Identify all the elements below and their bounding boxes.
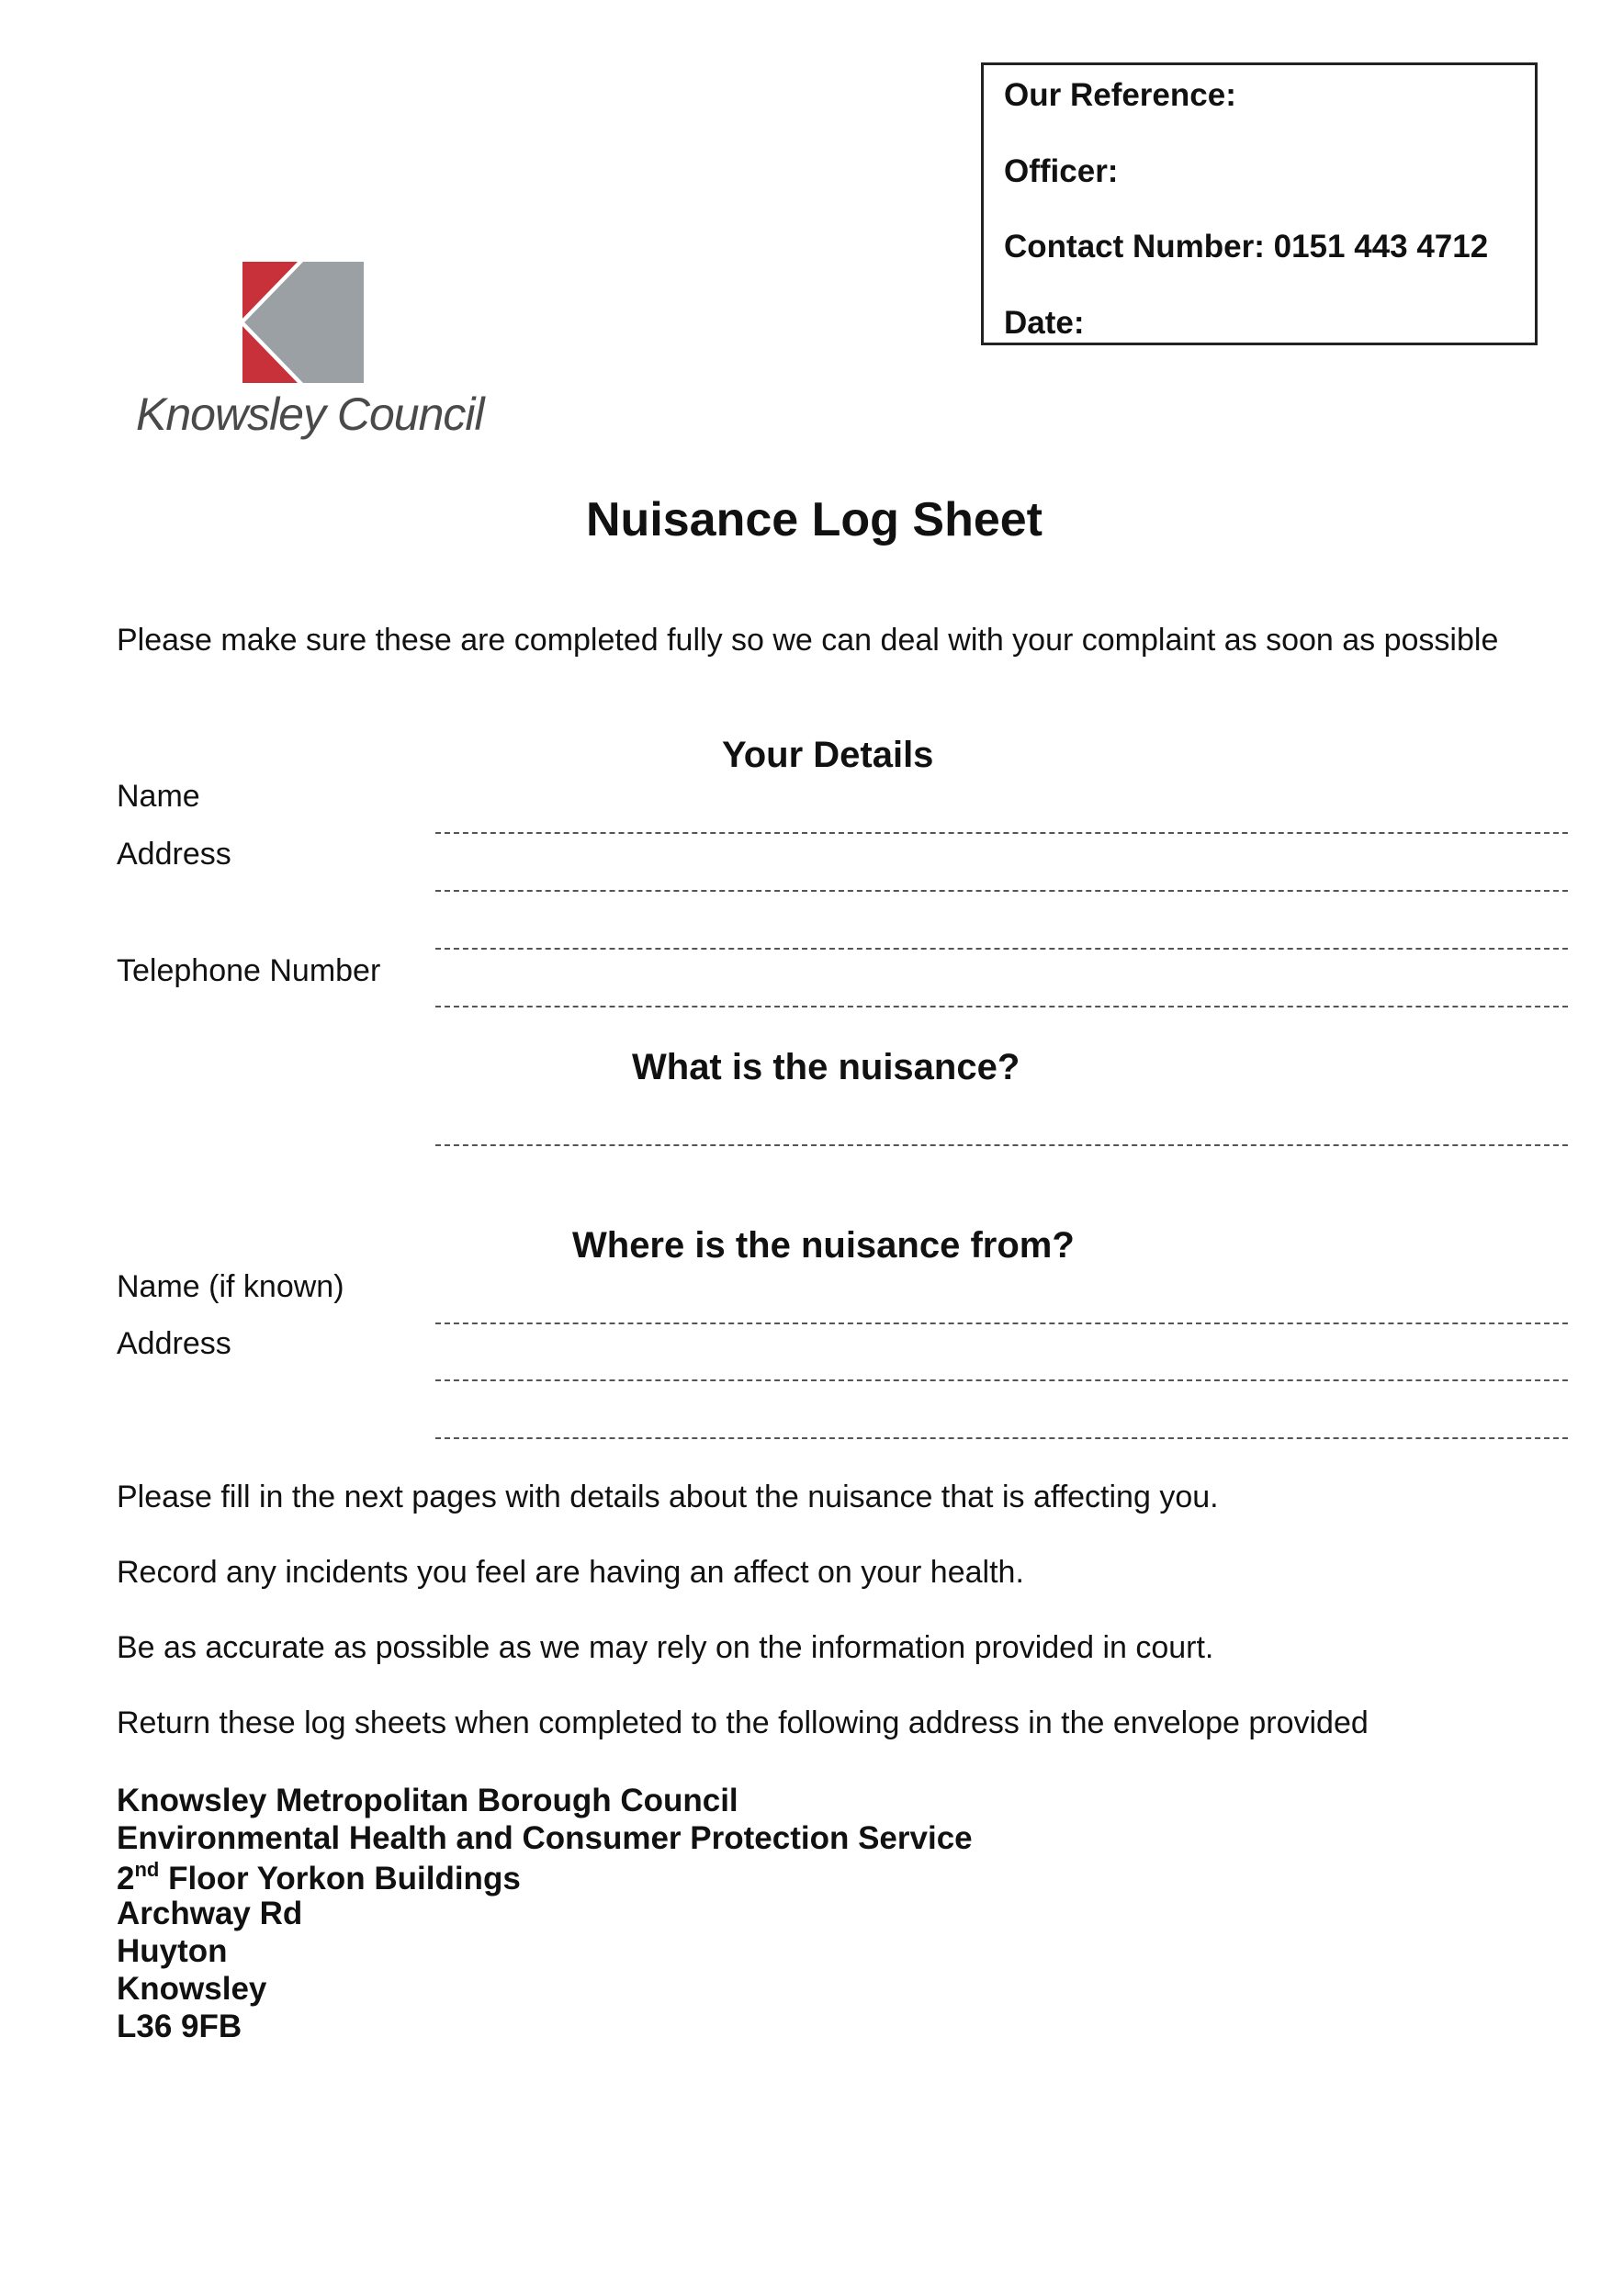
- instruction-1: Please fill in the next pages with details about the nuisance that is affecting you.: [117, 1480, 1219, 1514]
- address-line-borough: Knowsley: [117, 1971, 267, 2007]
- floor-ordinal: nd: [134, 1858, 160, 1881]
- nuisance-heading: What is the nuisance?: [632, 1047, 1020, 1087]
- contact-number: Contact Number: 0151 443 4712: [1004, 229, 1489, 264]
- our-reference-label: Our Reference:: [1004, 77, 1236, 113]
- telephone-label: Telephone Number: [117, 953, 381, 988]
- instruction-3: Be as accurate as possible as we may rely on the information provided in court.: [117, 1630, 1214, 1665]
- name-field-line[interactable]: [435, 832, 1568, 834]
- name-label: Name: [117, 779, 200, 814]
- address-field-line-2[interactable]: [435, 948, 1568, 950]
- address-line-service: Environmental Health and Consumer Protection Service: [117, 1820, 973, 1856]
- address-line-town: Huyton: [117, 1933, 228, 1969]
- address-label: Address: [117, 837, 231, 872]
- source-address-field-line-1[interactable]: [435, 1379, 1568, 1381]
- source-name-field-line[interactable]: [435, 1322, 1568, 1324]
- page-title-text: Nuisance Log Sheet: [586, 493, 1043, 546]
- reference-box: [981, 62, 1538, 345]
- floor-number: 2: [117, 1861, 135, 1896]
- address-line-council: Knowsley Metropolitan Borough Council: [117, 1783, 738, 1818]
- source-name-label: Name (if known): [117, 1269, 344, 1304]
- your-details-heading: Your Details: [722, 735, 934, 775]
- source-address-field-line-2[interactable]: [435, 1437, 1568, 1439]
- address-line-road: Archway Rd: [117, 1896, 303, 1931]
- address-line-building: [117, 1860, 973, 1897]
- address-line-postcode: L36 9FB: [117, 2009, 242, 2044]
- date-label: Date:: [1004, 305, 1085, 341]
- logo-wordmark: Knowsley Council: [136, 388, 484, 440]
- address-field-line-1[interactable]: [435, 890, 1568, 892]
- source-address-label: Address: [117, 1326, 231, 1361]
- telephone-field-line[interactable]: [435, 1006, 1568, 1007]
- return-address: [117, 1784, 973, 2048]
- building-name: Floor Yorkon Buildings: [159, 1861, 521, 1896]
- source-heading: Where is the nuisance from?: [572, 1225, 1075, 1266]
- knowsley-k-logo-icon: [242, 262, 364, 383]
- intro-text: Please make sure these are completed fully so we can deal with your complaint as soon as possible: [117, 623, 1499, 658]
- instruction-4: Return these log sheets when completed to the following address in the envelope provided: [117, 1705, 1369, 1740]
- instruction-2: Record any incidents you feel are having an affect on your health.: [117, 1555, 1024, 1590]
- officer-label: Officer:: [1004, 153, 1119, 189]
- nuisance-field-line[interactable]: [435, 1144, 1568, 1146]
- page-title: [0, 492, 1623, 547]
